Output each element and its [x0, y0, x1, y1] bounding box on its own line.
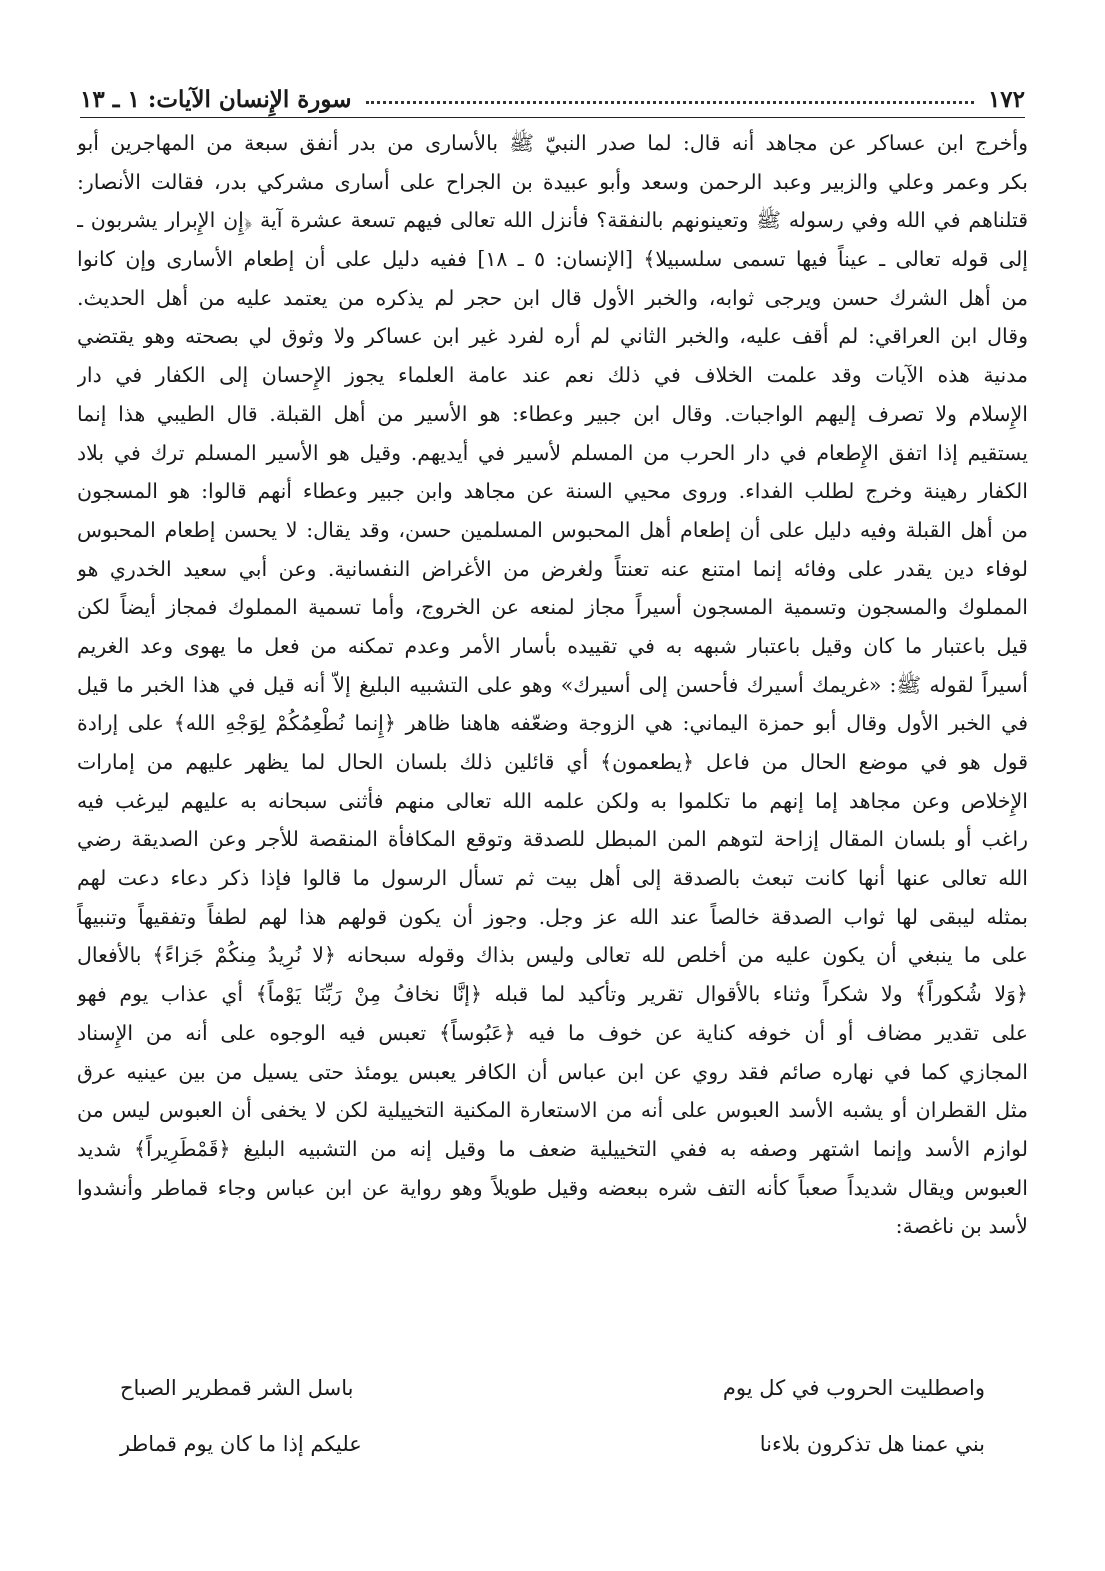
text-line: لوفاء دين يقدر على وفائه إنما امتنع عنه تعنتاً ولغرض من الأغراض النفسانية. وعن أبي سعيد الخدري هو	[77, 556, 1028, 581]
running-header	[80, 78, 1025, 118]
text-line: الله تعالى عنها أنها كانت تبعث بالصدقة إلى أهل بيت ثم تسأل الرسول ما قالوا فإذا ذكر دعاء دعت لهم	[77, 866, 1028, 891]
text-line: مثل القطران أو يشبه الأسد العبوس على أنه من الاستعارة المكنية التخييلية لكن لا يخفى أن العبوس ليس من	[77, 1098, 1028, 1123]
text-line: على ما ينبغي أن يكون عليه من أخلص لله تعالى وليس بذاك وقوله سبحانه ﴿لا نُرِيدُ مِنكُمْ جَزاءً﴾ بالأفعال	[77, 943, 1028, 968]
text-line: الإِخلاص وعن مجاهد إما إنهم ما تكلموا به ولكن علمه الله تعالى منهم فأثنى سبحانه به عليهم ليرغب فيه	[77, 788, 1028, 813]
text-line: من أهل القبلة وفيه دليل على أن إطعام أهل المحبوس المسلمين حسن، وقد يقال: لا يحسن إطعام المحبوس	[77, 517, 1028, 542]
text-line: المجازي كما في نهاره صائم فقد روي عن ابن عباس أن الكافر يعبس يومئذ حتى يسيل من بين عينيه عرق	[77, 1059, 1028, 1084]
text-line: المملوك والمسجون وتسمية المسجون أسيراً مجاز لمنعه عن الخروج، وأما تسمية المملوك فمجاز أيضاً لكن	[77, 595, 1028, 620]
text-line: لأسد بن ناغصة:	[895, 1214, 1028, 1239]
text-line: من أهل الشرك حسن ويرجى ثوابه، والخبر الأول قال ابن حجر لم يذكره من يعتمد عليه من أهل الحديث.	[77, 285, 1028, 310]
text-line: الإِسلام ولا تصرف إليهم الواجبات. وقال ابن جبير وعطاء: هو الأسير من أهل القبلة. قال الطيبي هذا إنما	[77, 401, 1028, 426]
text-line: قول هو في موضع الحال من فاعل ﴿يطعمون﴾ أي قائلين ذلك بلسان الحال لما يظهر عليهم من إمارات	[77, 750, 1028, 774]
text-line: قتلناهم في الله وفي رسوله ﷺ وتعينونهم بالنفقة؟ فأنزل الله تعالى فيهم تسعة عشرة آية ﴿إِن الإِبرار يشربون ـ	[77, 208, 1028, 233]
text-line: مدنية هذه الآيات وقد علمت الخلاف في ذلك نعم عند عامة العلماء يجوز الإِحسان إلى الكفار في دار	[77, 363, 1028, 388]
verse-row	[120, 1416, 985, 1472]
text-line: يستقيم إذا اتفق الإِطعام في دار الحرب من المسلم لأسير في أيديهم. وقيل هو الأسير المسلم ترك في بلاد	[77, 440, 1028, 465]
verse-row	[120, 1360, 985, 1416]
text-line: لوازم الأسد وإنما اشتهر وصفه به ففي التخييلية ضعف ما وقيل إنه من التشبيه البليغ ﴿قَمْطَرِيراً﴾ شديد	[77, 1136, 1028, 1161]
text-line: الكفار رهينة وخرج لطلب الفداء. وروى محيي السنة عن مجاهد وابن جبير وعطاء أنهم قالوا: هو المسجون	[77, 479, 1028, 504]
page-number: ١٧٢	[987, 86, 1025, 113]
text-line: بكر وعمر وعلي والزبير وعبد الرحمن وسعد وأبو عبيدة بن الجراح على أسارى مشركي بدر، فقالت الأنصار:	[77, 169, 1028, 194]
text-line: وقال ابن العراقي: لم أقف عليه، والخبر الثاني لم أره لفرد غير ابن عساكر ولا وثوق لي بصحته وهو يقتضي	[77, 324, 1028, 349]
text-line: بمثله ليبقى لها ثواب الصدقة خالصاً عند الله عز وجل. وجوز أن يكون قولهم هذا لهم لطفاً وتفقيهاً وتنبيهاً	[77, 904, 1028, 929]
text-line: راغب أو بلسان المقال إزاحة لتوهم المن المبطل للصدقة وتوقع المكافأة المنقصة للأجر وعن الصديقة رضي	[77, 827, 1028, 852]
text-line: على تقدير مضاف أو أن خوفه كناية عن خوف ما فيه ﴿عَبُوساً﴾ تعبس فيه الوجوه على أنه من الإِسناد	[77, 1020, 1028, 1045]
text-line: وأخرج ابن عساكر عن مجاهد أنه قال: لما صدر النبيّ ﷺ بالأسارى من بدر أنفق سبعة من المهاجرين أبو	[77, 131, 1028, 155]
text-line: ﴿وَلا شُكوراً﴾ ولا شكراً وثناء بالأقوال تقرير وتأكيد لما قبله ﴿إنَّا نخافُ مِنْ رَبِّنَا يَوْماً﴾ أي عذاب يوم فهو	[77, 982, 1028, 1007]
header-title: سورة الإِنسان الآيات: ١ ـ ١٣	[80, 86, 352, 113]
text-line: العبوس ويقال شديداً صعباً كأنه التف شره ببعضه وقيل طويلاً وهو رواية عن ابن عباس وجاء قماطر وأنشدوا	[77, 1175, 1028, 1200]
header-dot-leader	[366, 101, 974, 104]
text-line: أسيراً لقوله ﷺ: «غريمك أسيرك فأحسن إلى أسيرك» وهو على التشبيه البليغ إلاّ أنه قيل في هذا الخبر ما قيل	[77, 672, 1028, 697]
text-line: في الخبر الأول وقال أبو حمزة اليماني: هي الزوجة وضعّفه هاهنا ظاهر ﴿إِنما نُطْعِمُكُمْ لِوَجْهِ الله﴾ على إرادة	[77, 711, 1028, 736]
verse-second-hemistich: عليكم إذا ما كان يوم قماطر	[120, 1432, 362, 1456]
verse-first-hemistich: بني عمنا هل تذكرون بلاءنا	[759, 1432, 985, 1456]
text-line: قيل باعتبار ما كان وقيل باعتبار شبهه به في تقييده بأسار الأمر وعدم تمكنه من فعل ما يهوى وعد الغريم	[77, 633, 1028, 658]
verse-first-hemistich: واصطليت الحروب في كل يوم	[722, 1376, 985, 1400]
body-text	[77, 124, 1028, 1246]
poetry-verses	[120, 1360, 985, 1472]
text-line: إلى قوله تعالى ـ عيناً فيها تسمى سلسبيلا﴾ [الإنسان: ٥ ـ ١٨] ففيه دليل على أن إطعام الأسارى وإن كانوا	[77, 247, 1028, 272]
verse-second-hemistich: باسل الشر قمطرير الصباح	[120, 1376, 354, 1400]
